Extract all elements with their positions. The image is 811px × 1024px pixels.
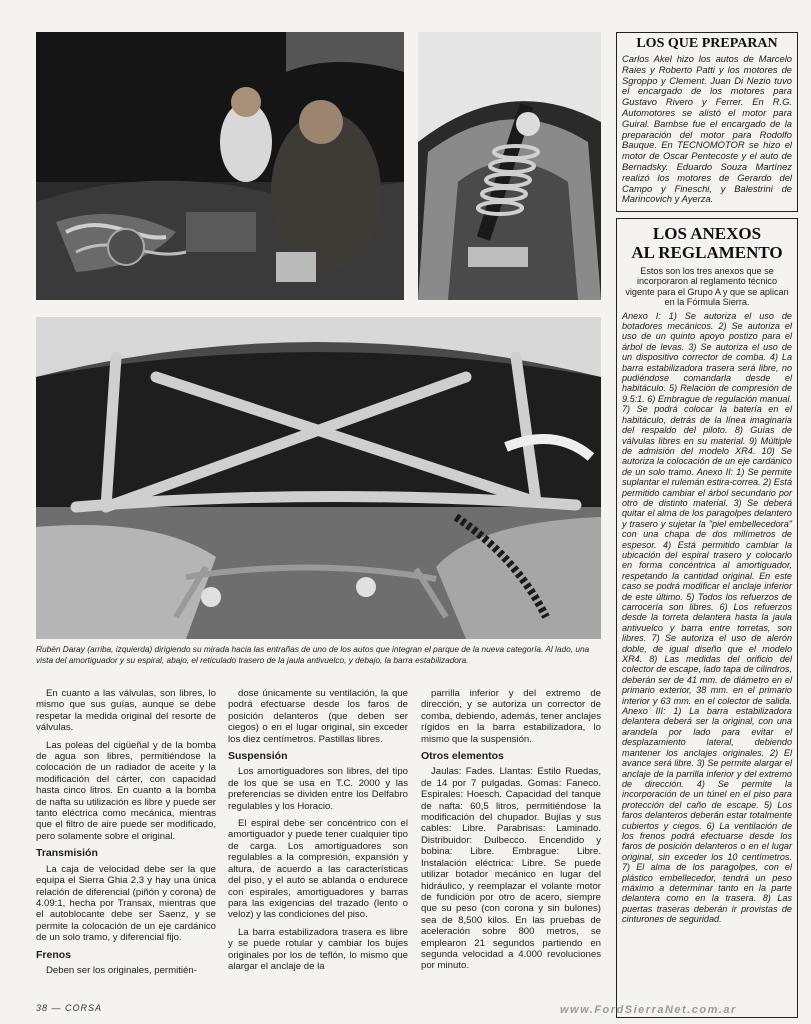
photo-roll-cage-illustration <box>36 317 601 639</box>
article-column-1 <box>36 688 216 982</box>
sidebar-anexos-title <box>622 224 792 262</box>
article-paragraph: parrilla inferior y del extremo de dirección, y se autoriza un corrector de comba, debiendo, además, tener anclajes rígidos en la barra estabilizadora, lo mismo que la suspensión. <box>421 688 601 745</box>
article-paragraph: La barra estabilizadora trasera es libre y se puede rotular y cambiar los bujes originales por los de teflón, lo mismo que alargar el anclaje de la <box>228 926 408 972</box>
section-heading: Transmisión <box>36 847 98 860</box>
section-heading: Frenos <box>36 948 72 961</box>
article-paragraph: Jaulas: Fades. Llantas: Estilo Ruedas, de 14 por 7 pulgadas. Gomas: Faneco. Espirales: Hoesch. Capacidad del tanque de nafta: 60,5 litros, permitiéndose la modificación del chupador. Bujías y sus cables: Libre. Parabrisas: Laminado. Distribuidor: Dulbecco. Encendido y bobina: Libre. Embrague: Libre. Instalación eléctrica: Libre. Se puede utilizar botador mecánico en lugar del hidráulico, y reemplazar el volante motor de fundición por otro de acero, siempre que su peso (con corona y sin bulones) sea de 8,500 kilos. En las pruebas de aceleración sobre 800 metros, se emplearon 21 segundos partiendo en segunda velocidad a 4.000 revoluciones por minuto. <box>421 766 601 972</box>
article-paragraph: La caja de velocidad debe ser la que equipa el Sierra Ghia 2.3 y hay una única relación de diferencial (piñón y corona) de 4.09:1, hecha por Transax, mientras que el autoblocante debe ser Saenz, y se permite la colocación de un eje cardánico de un solo tramo, y diferencial fijo. <box>36 863 216 944</box>
photo-caption: Rubén Daray (arriba, izquierda) dirigiendo su mirada hacia las entrañas de uno de los autos que integran el parque de la nueva categoría. Al lado, una vista del amortiguador y su espiral, abajo, el reticulado trasero de la jaula antivuelco, y debajo, la barra estabilizadora. <box>36 644 590 665</box>
section-heading: Suspensión <box>228 750 288 763</box>
sidebar-los-anexos <box>616 218 798 1018</box>
article-paragraph: Los amortiguadores son libres, del tipo de los que se usa en T.C. 2000 y las preferencias se dividen entre los Delfabro regulables y los Horacio. <box>228 766 408 812</box>
article-column-2 <box>228 688 408 978</box>
sidebar-preparan-text: Carlos Akel hizo los autos de Marcelo Raies y Roberto Patti y los motores de Sgroppo y Clement. Juan Di Nezio tuvo el encargado de los motores para Gustavo Rivero y Ferrer. En R.G. Automotores se alistó el motor para Guiral. Bambse fue el encargado de la preparación del motor para Rodolfo Bauque. En TECNOMOTOR se hizo el motor de Oscar Pentecoste y el auto de Bernadsky. Eduardo Souza Martínez realizó los motores de Gerardo del Campo y Fineschi, y Balestrini de Marincovich y Ayerza. <box>622 53 792 205</box>
page-folio: 38 — CORSA <box>36 1003 103 1013</box>
article-paragraph: Deben ser los originales, permitién- <box>46 964 197 976</box>
photo-engine-bay-two-men <box>36 32 404 300</box>
article-paragraph: Las poleas del cigüeñal y de la bomba de agua son libres, permitiéndose la colocación de un radiador de aceite y la modificación del cárter, con capacidad hasta cinco litros. En cuanto a la bomba de nafta su utilización es libre y puede ser tanto eléctrica como mecánica, mientras que el filtro de aire puede ser modificado, pero solamente sobre el original. <box>36 739 216 842</box>
article-paragraph: En cuanto a las válvulas, son libres, lo mismo que sus guías, aunque se debe respetar la medida original del resorte de válvulas. <box>36 688 216 734</box>
article-paragraph: El espiral debe ser concéntrico con el amortiguador y puede tener cualquier tipo de carga. Los amortiguadores son regulables a la compresión, expansión y altura, de acuerdo a las características del piso, y el auto se ablanda o endurece con espirales, amortiguadores y barras para las exigencias del trazado (lento o veloz) y las condiciones del piso. <box>228 818 408 921</box>
article-paragraph: dose únicamente su ventilación, la que podrá efectuarse desde los faros de posición delanteros (que deben ser ciegos) o en el lugar original, sin exceder los diez centímetros. Pastillas libres. <box>228 688 408 745</box>
article-column-3 <box>421 688 601 978</box>
photo-engine-bay-illustration <box>36 32 404 300</box>
photo-roll-cage-rear <box>36 317 601 639</box>
site-watermark: www.FordSierraNet.com.ar <box>560 1004 737 1016</box>
photo-shock-absorber-illustration <box>418 32 601 300</box>
section-heading: Otros elementos <box>421 750 504 763</box>
sidebar-anexos-intro: Estos son los tres anexos que se incorporaron al reglamento técnico vigente para el Grupo A y que se aplican en la Fórmula Sierra. <box>625 266 789 308</box>
sidebar-preparan-title: LOS QUE PREPARAN <box>636 36 778 51</box>
sidebar-anexos-text: Anexo I: 1) Se autoriza el uso de botadores mecánicos. 2) Se autoriza el uso de un quinto apoyo postizo para el árbol de levas. 3) Se autoriza el uso de un dispositivo corrector de comba. 4) La barra estabilizadora trasera será libre, no pudiéndose comandarla desde el habitáculo. 5) Relación de compresión de 9.5:1. 6) Embrague de regulación manual. 7) Se podrá colocar la batería en el habitáculo, detrás de la línea imaginaria del respaldo del piloto. 8) Guías de válvulas libres en su material. 9) Múltiple de admisión del modelo XR4. 10) Se autoriza la colocación de un eje cardánico de un solo tramo. Anexo II: 1) Se permite suplantar el rulemán estira-correa. 2) Está permitido cambiar el árbol secundario por otro de distinto material. 3) Se deberá quitar el alma de los paragolpes delantero y trasero y sujetar la "piel embellecedora" con una chapa de dos milímetros de espesor. 4) Está permitido cambiar la ubicación del espiral trasero y colocarlo en forma concéntrica al amortiguador, respetando la cantidad original. En este caso se podrá modificar el anclaje inferior de este último. 5) Todos los refuerzos de carrocería son libres. 6) Los refuerzos desde la torreta delantera hasta la jaula antivuelco y barra entre torretas, son libres. 7) Se autoriza el uso de alerón doble, de igual diseño que el modelo XR4. 8) Las medidas del orificio del colector de escape, lado tapa de cilindros, deberán ser de 41 mm. de diámetro en el primario exterior, 38 mm. en el primario interior y 63 mm. en el colector de salida. Anexo III: 1) La barra estabilizadora delantera deberá ser la original, con una arandela por lado para evitar el desplazamiento lateral, debiendo mantener los anclajes originales. 2) El avance será libre. 3) Se permite alargar el anclaje de la parrilla inferior y del extremo de dirección. 4) Se permite la incorporación de un túnel en el piso para protección del caño de escape. 5) Los faros delanteros deberán estar totalmente cubiertos y ciegos. 6) La ventilación de los frenos podrá efectuarse desde los faros de posición delanteros o en el lugar original, sin exceder los 10 centímetros. 7) El alma de los paragolpes, con el plástico embellecedor, tendrá un peso máximo a determinar tanto en la parte delantera como en la trasera. 8) Las puertas traseras deberán ir provistas de cinturones de seguridad. <box>622 310 792 925</box>
sidebar-anexos-title-line2: AL REGLAMENTO <box>631 243 783 262</box>
photo-shock-absorber-spring <box>418 32 601 300</box>
sidebar-anexos-title-line1: LOS ANEXOS <box>652 224 762 243</box>
sidebar-los-que-preparan <box>616 32 798 212</box>
